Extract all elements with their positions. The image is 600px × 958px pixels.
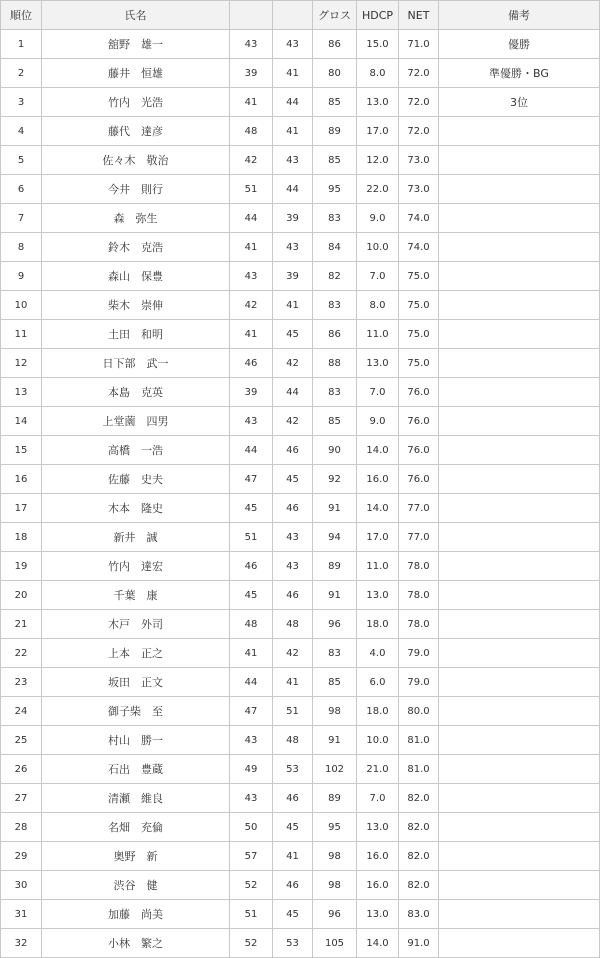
table-row xyxy=(1,523,600,552)
rank-cell: 15 xyxy=(1,436,42,465)
note-cell xyxy=(439,204,600,233)
header-in xyxy=(273,1,313,30)
out-cell: 43 xyxy=(230,30,273,59)
net-cell: 75.0 xyxy=(399,262,439,291)
note-cell xyxy=(439,407,600,436)
name-cell: 日下部 武一 xyxy=(42,349,230,378)
hdcp-cell: 18.0 xyxy=(357,697,399,726)
out-cell: 46 xyxy=(230,349,273,378)
gross-cell: 88 xyxy=(313,349,357,378)
hdcp-cell: 16.0 xyxy=(357,842,399,871)
table-row xyxy=(1,668,600,697)
rank-cell: 22 xyxy=(1,639,42,668)
net-cell: 79.0 xyxy=(399,639,439,668)
name-cell: 木本 隆史 xyxy=(42,494,230,523)
hdcp-cell: 11.0 xyxy=(357,552,399,581)
note-cell xyxy=(439,291,600,320)
rank-cell: 20 xyxy=(1,581,42,610)
out-cell: 48 xyxy=(230,117,273,146)
hdcp-cell: 8.0 xyxy=(357,291,399,320)
gross-cell: 95 xyxy=(313,175,357,204)
name-cell: 柴木 崇伸 xyxy=(42,291,230,320)
in-cell: 43 xyxy=(273,233,313,262)
out-cell: 43 xyxy=(230,784,273,813)
name-cell: 佐藤 史夫 xyxy=(42,465,230,494)
table-row xyxy=(1,726,600,755)
out-cell: 50 xyxy=(230,813,273,842)
out-cell: 57 xyxy=(230,842,273,871)
hdcp-cell: 13.0 xyxy=(357,88,399,117)
out-cell: 51 xyxy=(230,175,273,204)
rank-cell: 8 xyxy=(1,233,42,262)
gross-cell: 92 xyxy=(313,465,357,494)
net-cell: 83.0 xyxy=(399,900,439,929)
in-cell: 39 xyxy=(273,262,313,291)
note-cell xyxy=(439,900,600,929)
in-cell: 46 xyxy=(273,581,313,610)
name-cell: 石出 豊蔵 xyxy=(42,755,230,784)
table-row xyxy=(1,262,600,291)
gross-cell: 85 xyxy=(313,407,357,436)
out-cell: 48 xyxy=(230,610,273,639)
hdcp-cell: 22.0 xyxy=(357,175,399,204)
table-row xyxy=(1,813,600,842)
note-cell: 準優勝・BG xyxy=(439,59,600,88)
header-name: 氏名 xyxy=(42,1,230,30)
net-cell: 74.0 xyxy=(399,204,439,233)
net-cell: 73.0 xyxy=(399,175,439,204)
out-cell: 51 xyxy=(230,523,273,552)
rank-cell: 4 xyxy=(1,117,42,146)
out-cell: 43 xyxy=(230,262,273,291)
rank-cell: 7 xyxy=(1,204,42,233)
rank-cell: 28 xyxy=(1,813,42,842)
out-cell: 52 xyxy=(230,929,273,958)
in-cell: 43 xyxy=(273,523,313,552)
gross-cell: 85 xyxy=(313,146,357,175)
name-cell: 清瀬 維良 xyxy=(42,784,230,813)
gross-cell: 95 xyxy=(313,813,357,842)
note-cell xyxy=(439,784,600,813)
name-cell: 佐々木 敬治 xyxy=(42,146,230,175)
in-cell: 45 xyxy=(273,465,313,494)
rank-cell: 24 xyxy=(1,697,42,726)
net-cell: 81.0 xyxy=(399,726,439,755)
in-cell: 43 xyxy=(273,30,313,59)
table-row xyxy=(1,552,600,581)
note-cell: 3位 xyxy=(439,88,600,117)
in-cell: 46 xyxy=(273,784,313,813)
rank-cell: 18 xyxy=(1,523,42,552)
net-cell: 82.0 xyxy=(399,784,439,813)
name-cell: 舘野 雄一 xyxy=(42,30,230,59)
gross-cell: 96 xyxy=(313,610,357,639)
note-cell xyxy=(439,929,600,958)
note-cell xyxy=(439,117,600,146)
rank-cell: 30 xyxy=(1,871,42,900)
in-cell: 53 xyxy=(273,755,313,784)
net-cell: 72.0 xyxy=(399,117,439,146)
net-cell: 78.0 xyxy=(399,581,439,610)
rank-cell: 25 xyxy=(1,726,42,755)
header-rank: 順位 xyxy=(1,1,42,30)
rank-cell: 26 xyxy=(1,755,42,784)
out-cell: 45 xyxy=(230,581,273,610)
note-cell xyxy=(439,378,600,407)
net-cell: 74.0 xyxy=(399,233,439,262)
hdcp-cell: 4.0 xyxy=(357,639,399,668)
net-cell: 82.0 xyxy=(399,813,439,842)
note-cell xyxy=(439,668,600,697)
net-cell: 72.0 xyxy=(399,59,439,88)
net-cell: 76.0 xyxy=(399,465,439,494)
in-cell: 45 xyxy=(273,320,313,349)
gross-cell: 85 xyxy=(313,668,357,697)
in-cell: 46 xyxy=(273,494,313,523)
name-cell: 高橋 一浩 xyxy=(42,436,230,465)
out-cell: 41 xyxy=(230,233,273,262)
net-cell: 72.0 xyxy=(399,88,439,117)
out-cell: 42 xyxy=(230,291,273,320)
name-cell: 御子柴 至 xyxy=(42,697,230,726)
in-cell: 41 xyxy=(273,668,313,697)
note-cell xyxy=(439,639,600,668)
table-row xyxy=(1,436,600,465)
table-row xyxy=(1,320,600,349)
out-cell: 47 xyxy=(230,697,273,726)
gross-cell: 83 xyxy=(313,378,357,407)
net-cell: 79.0 xyxy=(399,668,439,697)
in-cell: 41 xyxy=(273,842,313,871)
rank-cell: 14 xyxy=(1,407,42,436)
name-cell: 土田 和明 xyxy=(42,320,230,349)
in-cell: 43 xyxy=(273,146,313,175)
hdcp-cell: 14.0 xyxy=(357,929,399,958)
hdcp-cell: 14.0 xyxy=(357,436,399,465)
in-cell: 44 xyxy=(273,378,313,407)
in-cell: 46 xyxy=(273,871,313,900)
note-cell xyxy=(439,842,600,871)
rank-cell: 1 xyxy=(1,30,42,59)
in-cell: 44 xyxy=(273,88,313,117)
net-cell: 75.0 xyxy=(399,349,439,378)
in-cell: 53 xyxy=(273,929,313,958)
gross-cell: 89 xyxy=(313,552,357,581)
gross-cell: 94 xyxy=(313,523,357,552)
table-row xyxy=(1,871,600,900)
note-cell xyxy=(439,349,600,378)
in-cell: 42 xyxy=(273,639,313,668)
out-cell: 49 xyxy=(230,755,273,784)
table-row xyxy=(1,407,600,436)
out-cell: 41 xyxy=(230,88,273,117)
rank-cell: 23 xyxy=(1,668,42,697)
table-row xyxy=(1,929,600,958)
net-cell: 76.0 xyxy=(399,378,439,407)
name-cell: 村山 勝一 xyxy=(42,726,230,755)
table-row xyxy=(1,117,600,146)
table-row xyxy=(1,581,600,610)
table-row xyxy=(1,59,600,88)
gross-cell: 98 xyxy=(313,842,357,871)
net-cell: 75.0 xyxy=(399,320,439,349)
rank-cell: 29 xyxy=(1,842,42,871)
table-row xyxy=(1,494,600,523)
name-cell: 木戸 外司 xyxy=(42,610,230,639)
hdcp-cell: 14.0 xyxy=(357,494,399,523)
net-cell: 76.0 xyxy=(399,407,439,436)
table-row xyxy=(1,784,600,813)
table-row xyxy=(1,465,600,494)
note-cell: 優勝 xyxy=(439,30,600,59)
gross-cell: 91 xyxy=(313,581,357,610)
gross-cell: 80 xyxy=(313,59,357,88)
hdcp-cell: 11.0 xyxy=(357,320,399,349)
net-cell: 91.0 xyxy=(399,929,439,958)
rank-cell: 11 xyxy=(1,320,42,349)
out-cell: 41 xyxy=(230,639,273,668)
name-cell: 上堂薗 四男 xyxy=(42,407,230,436)
gross-cell: 82 xyxy=(313,262,357,291)
hdcp-cell: 13.0 xyxy=(357,900,399,929)
table-row xyxy=(1,378,600,407)
in-cell: 48 xyxy=(273,726,313,755)
note-cell xyxy=(439,175,600,204)
gross-cell: 86 xyxy=(313,320,357,349)
gross-cell: 90 xyxy=(313,436,357,465)
note-cell xyxy=(439,233,600,262)
net-cell: 82.0 xyxy=(399,871,439,900)
gross-cell: 89 xyxy=(313,117,357,146)
in-cell: 41 xyxy=(273,117,313,146)
hdcp-cell: 17.0 xyxy=(357,117,399,146)
gross-cell: 83 xyxy=(313,291,357,320)
net-cell: 75.0 xyxy=(399,291,439,320)
rank-cell: 16 xyxy=(1,465,42,494)
table-row xyxy=(1,233,600,262)
name-cell: 千葉 康 xyxy=(42,581,230,610)
out-cell: 44 xyxy=(230,436,273,465)
in-cell: 42 xyxy=(273,407,313,436)
in-cell: 42 xyxy=(273,349,313,378)
hdcp-cell: 9.0 xyxy=(357,204,399,233)
note-cell xyxy=(439,610,600,639)
name-cell: 奥野 新 xyxy=(42,842,230,871)
note-cell xyxy=(439,494,600,523)
hdcp-cell: 9.0 xyxy=(357,407,399,436)
gross-cell: 83 xyxy=(313,639,357,668)
out-cell: 47 xyxy=(230,465,273,494)
table-row xyxy=(1,175,600,204)
rank-cell: 10 xyxy=(1,291,42,320)
hdcp-cell: 17.0 xyxy=(357,523,399,552)
hdcp-cell: 7.0 xyxy=(357,378,399,407)
name-cell: 森山 保豊 xyxy=(42,262,230,291)
name-cell: 坂田 正文 xyxy=(42,668,230,697)
gross-cell: 91 xyxy=(313,494,357,523)
table-row xyxy=(1,755,600,784)
gross-cell: 98 xyxy=(313,697,357,726)
gross-cell: 85 xyxy=(313,88,357,117)
name-cell: 藤井 恒雄 xyxy=(42,59,230,88)
note-cell xyxy=(439,871,600,900)
out-cell: 52 xyxy=(230,871,273,900)
net-cell: 80.0 xyxy=(399,697,439,726)
rank-cell: 12 xyxy=(1,349,42,378)
name-cell: 加藤 尚美 xyxy=(42,900,230,929)
note-cell xyxy=(439,523,600,552)
rank-cell: 13 xyxy=(1,378,42,407)
note-cell xyxy=(439,465,600,494)
rank-cell: 21 xyxy=(1,610,42,639)
name-cell: 新井 誠 xyxy=(42,523,230,552)
hdcp-cell: 21.0 xyxy=(357,755,399,784)
net-cell: 81.0 xyxy=(399,755,439,784)
net-cell: 82.0 xyxy=(399,842,439,871)
gross-cell: 91 xyxy=(313,726,357,755)
hdcp-cell: 6.0 xyxy=(357,668,399,697)
out-cell: 43 xyxy=(230,726,273,755)
gross-cell: 84 xyxy=(313,233,357,262)
hdcp-cell: 13.0 xyxy=(357,349,399,378)
header-hdcp: HDCP xyxy=(357,1,399,30)
table-row xyxy=(1,146,600,175)
table-row xyxy=(1,842,600,871)
gross-cell: 96 xyxy=(313,900,357,929)
rank-cell: 27 xyxy=(1,784,42,813)
rank-cell: 17 xyxy=(1,494,42,523)
net-cell: 73.0 xyxy=(399,146,439,175)
note-cell xyxy=(439,581,600,610)
rank-cell: 19 xyxy=(1,552,42,581)
in-cell: 51 xyxy=(273,697,313,726)
hdcp-cell: 7.0 xyxy=(357,784,399,813)
table-row xyxy=(1,88,600,117)
header-row xyxy=(1,1,600,30)
table-row xyxy=(1,291,600,320)
hdcp-cell: 16.0 xyxy=(357,871,399,900)
rank-cell: 2 xyxy=(1,59,42,88)
table-row xyxy=(1,610,600,639)
note-cell xyxy=(439,697,600,726)
in-cell: 45 xyxy=(273,813,313,842)
table-row xyxy=(1,349,600,378)
out-cell: 39 xyxy=(230,378,273,407)
gross-cell: 102 xyxy=(313,755,357,784)
rank-cell: 9 xyxy=(1,262,42,291)
table-row xyxy=(1,900,600,929)
in-cell: 39 xyxy=(273,204,313,233)
rank-cell: 31 xyxy=(1,900,42,929)
table-row xyxy=(1,639,600,668)
note-cell xyxy=(439,813,600,842)
name-cell: 小林 繁之 xyxy=(42,929,230,958)
name-cell: 藤代 達彦 xyxy=(42,117,230,146)
out-cell: 45 xyxy=(230,494,273,523)
in-cell: 43 xyxy=(273,552,313,581)
name-cell: 本島 克英 xyxy=(42,378,230,407)
out-cell: 44 xyxy=(230,204,273,233)
header-net: NET xyxy=(399,1,439,30)
net-cell: 71.0 xyxy=(399,30,439,59)
in-cell: 45 xyxy=(273,900,313,929)
note-cell xyxy=(439,146,600,175)
note-cell xyxy=(439,755,600,784)
name-cell: 渋谷 健 xyxy=(42,871,230,900)
hdcp-cell: 10.0 xyxy=(357,726,399,755)
name-cell: 上本 正之 xyxy=(42,639,230,668)
hdcp-cell: 13.0 xyxy=(357,813,399,842)
rank-cell: 5 xyxy=(1,146,42,175)
table-row xyxy=(1,30,600,59)
header-note: 備考 xyxy=(439,1,600,30)
hdcp-cell: 16.0 xyxy=(357,465,399,494)
hdcp-cell: 13.0 xyxy=(357,581,399,610)
out-cell: 43 xyxy=(230,407,273,436)
name-cell: 鈴木 克浩 xyxy=(42,233,230,262)
table-header xyxy=(1,1,600,30)
net-cell: 77.0 xyxy=(399,523,439,552)
note-cell xyxy=(439,262,600,291)
gross-cell: 89 xyxy=(313,784,357,813)
rank-cell: 32 xyxy=(1,929,42,958)
in-cell: 44 xyxy=(273,175,313,204)
gross-cell: 83 xyxy=(313,204,357,233)
hdcp-cell: 7.0 xyxy=(357,262,399,291)
rank-cell: 6 xyxy=(1,175,42,204)
net-cell: 76.0 xyxy=(399,436,439,465)
name-cell: 森 弥生 xyxy=(42,204,230,233)
name-cell: 竹内 光浩 xyxy=(42,88,230,117)
gross-cell: 86 xyxy=(313,30,357,59)
header-out xyxy=(230,1,273,30)
out-cell: 41 xyxy=(230,320,273,349)
name-cell: 名畑 充倫 xyxy=(42,813,230,842)
out-cell: 39 xyxy=(230,59,273,88)
in-cell: 41 xyxy=(273,59,313,88)
table-row xyxy=(1,697,600,726)
name-cell: 竹内 達宏 xyxy=(42,552,230,581)
note-cell xyxy=(439,320,600,349)
gross-cell: 98 xyxy=(313,871,357,900)
hdcp-cell: 15.0 xyxy=(357,30,399,59)
hdcp-cell: 8.0 xyxy=(357,59,399,88)
in-cell: 48 xyxy=(273,610,313,639)
out-cell: 51 xyxy=(230,900,273,929)
name-cell: 今井 則行 xyxy=(42,175,230,204)
net-cell: 78.0 xyxy=(399,610,439,639)
note-cell xyxy=(439,726,600,755)
out-cell: 46 xyxy=(230,552,273,581)
table-row xyxy=(1,204,600,233)
hdcp-cell: 10.0 xyxy=(357,233,399,262)
hdcp-cell: 18.0 xyxy=(357,610,399,639)
in-cell: 46 xyxy=(273,436,313,465)
in-cell: 41 xyxy=(273,291,313,320)
table-body xyxy=(1,30,600,958)
gross-cell: 105 xyxy=(313,929,357,958)
note-cell xyxy=(439,436,600,465)
net-cell: 78.0 xyxy=(399,552,439,581)
header-gross: グロス xyxy=(313,1,357,30)
rank-cell: 3 xyxy=(1,88,42,117)
hdcp-cell: 12.0 xyxy=(357,146,399,175)
net-cell: 77.0 xyxy=(399,494,439,523)
out-cell: 42 xyxy=(230,146,273,175)
out-cell: 44 xyxy=(230,668,273,697)
note-cell xyxy=(439,552,600,581)
